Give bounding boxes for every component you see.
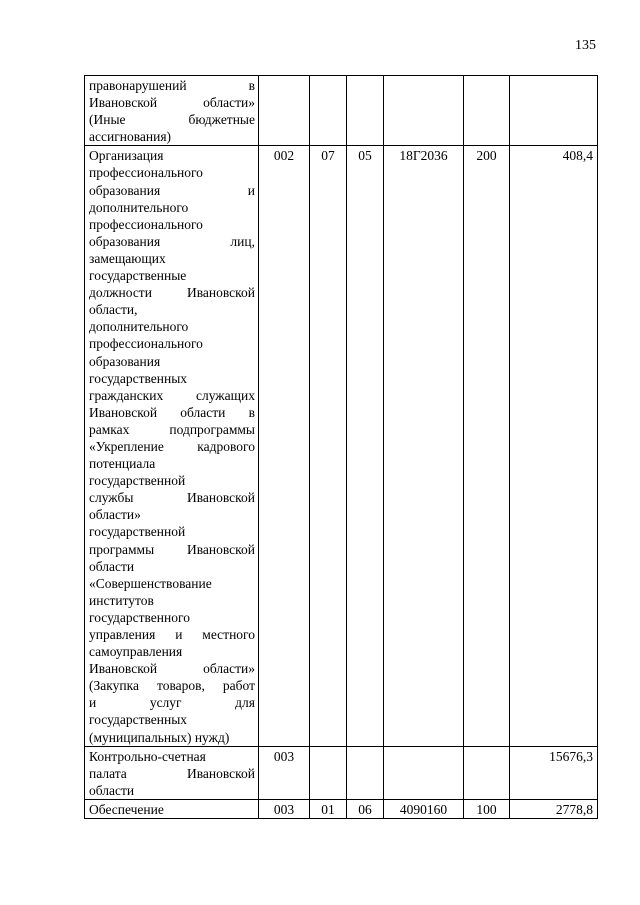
name-line: «Совершенствование (89, 575, 212, 591)
target-article-code-cell: 18Г2036 (384, 146, 464, 746)
expense-type-code-cell (464, 76, 510, 146)
name-line: должности Ивановской (89, 285, 255, 301)
name-line: области, (89, 302, 138, 318)
name-line: государственной (89, 524, 186, 540)
name-line: образования и (89, 182, 255, 198)
ministry-code-cell: 002 (259, 146, 310, 746)
name-line: области» (89, 507, 141, 523)
expense-type-code-cell: 100 (464, 799, 510, 818)
name-line: области (89, 558, 135, 574)
name-line: (муниципальных) нужд) (89, 729, 230, 745)
name-line: государственного (89, 609, 190, 625)
name-line: государственной (89, 473, 186, 489)
row-name-cell (85, 146, 259, 746)
name-line: государственных (89, 370, 188, 386)
subsection-code-cell: 05 (347, 146, 384, 746)
name-line: и услуг для (89, 695, 255, 711)
amount-cell: 2778,8 (510, 799, 598, 818)
name-line: программы Ивановской (89, 541, 255, 557)
name-line: управления и местного (89, 627, 255, 642)
name-line: правонарушений в (89, 78, 255, 93)
name-line: дополнительного (89, 319, 189, 335)
amount-cell: 15676,3 (510, 746, 598, 799)
name-line: ассигнования) (89, 129, 172, 145)
name-line: гражданских служащих (89, 387, 255, 403)
ministry-code-cell (259, 76, 310, 146)
row-name-cell (85, 799, 259, 818)
name-line: образования (89, 353, 161, 369)
name-line: самоуправления (89, 644, 183, 660)
target-article-code-cell (384, 76, 464, 146)
name-line: палата Ивановской (89, 765, 255, 781)
section-code-cell: 01 (310, 799, 347, 818)
table-row (85, 146, 598, 746)
section-code-cell: 07 (310, 146, 347, 746)
subsection-code-cell: 06 (347, 799, 384, 818)
name-line: потенциала (89, 456, 156, 472)
subsection-code-cell (347, 76, 384, 146)
table-body (85, 76, 598, 819)
target-article-code-cell (384, 746, 464, 799)
table-row (85, 76, 598, 146)
section-code-cell (310, 746, 347, 799)
target-article-code-cell: 4090160 (384, 799, 464, 818)
name-line: (Иные бюджетные (89, 112, 255, 128)
name-line: (Закупка товаров, работ (89, 678, 255, 694)
name-line: Ивановской области в (89, 404, 255, 420)
name-line: государственные (89, 268, 187, 284)
name-line: институтов (89, 592, 154, 608)
name-line: области (89, 782, 135, 798)
name-line: Ивановской области» (89, 95, 255, 111)
name-line: профессионального (89, 165, 203, 181)
name-line: образования лиц, (89, 233, 255, 249)
name-line: профессионального (89, 336, 203, 352)
expense-type-code-cell: 200 (464, 146, 510, 746)
table-row (85, 799, 598, 818)
page-number: 135 (575, 38, 596, 53)
name-line: дополнительного (89, 199, 189, 215)
name-line: «Укрепление кадрового (89, 438, 255, 454)
name-line: государственных (89, 712, 188, 728)
row-name-cell (85, 746, 259, 799)
name-line: Организация (89, 148, 164, 164)
name-line: профессионального (89, 216, 203, 232)
name-line: Контрольно-счетная (89, 748, 206, 764)
amount-cell: 408,4 (510, 146, 598, 746)
section-code-cell (310, 76, 347, 146)
subsection-code-cell (347, 746, 384, 799)
expense-type-code-cell (464, 746, 510, 799)
name-line: Обеспечение (89, 801, 164, 817)
row-name-cell (85, 76, 259, 146)
name-line: замещающих (89, 250, 166, 266)
amount-cell (510, 76, 598, 146)
budget-table (84, 75, 598, 819)
ministry-code-cell: 003 (259, 746, 310, 799)
name-line: рамках подпрограммы (89, 421, 255, 437)
table-row (85, 746, 598, 799)
name-line: Ивановской области» (89, 661, 255, 677)
ministry-code-cell: 003 (259, 799, 310, 818)
name-line: службы Ивановской (89, 490, 255, 506)
